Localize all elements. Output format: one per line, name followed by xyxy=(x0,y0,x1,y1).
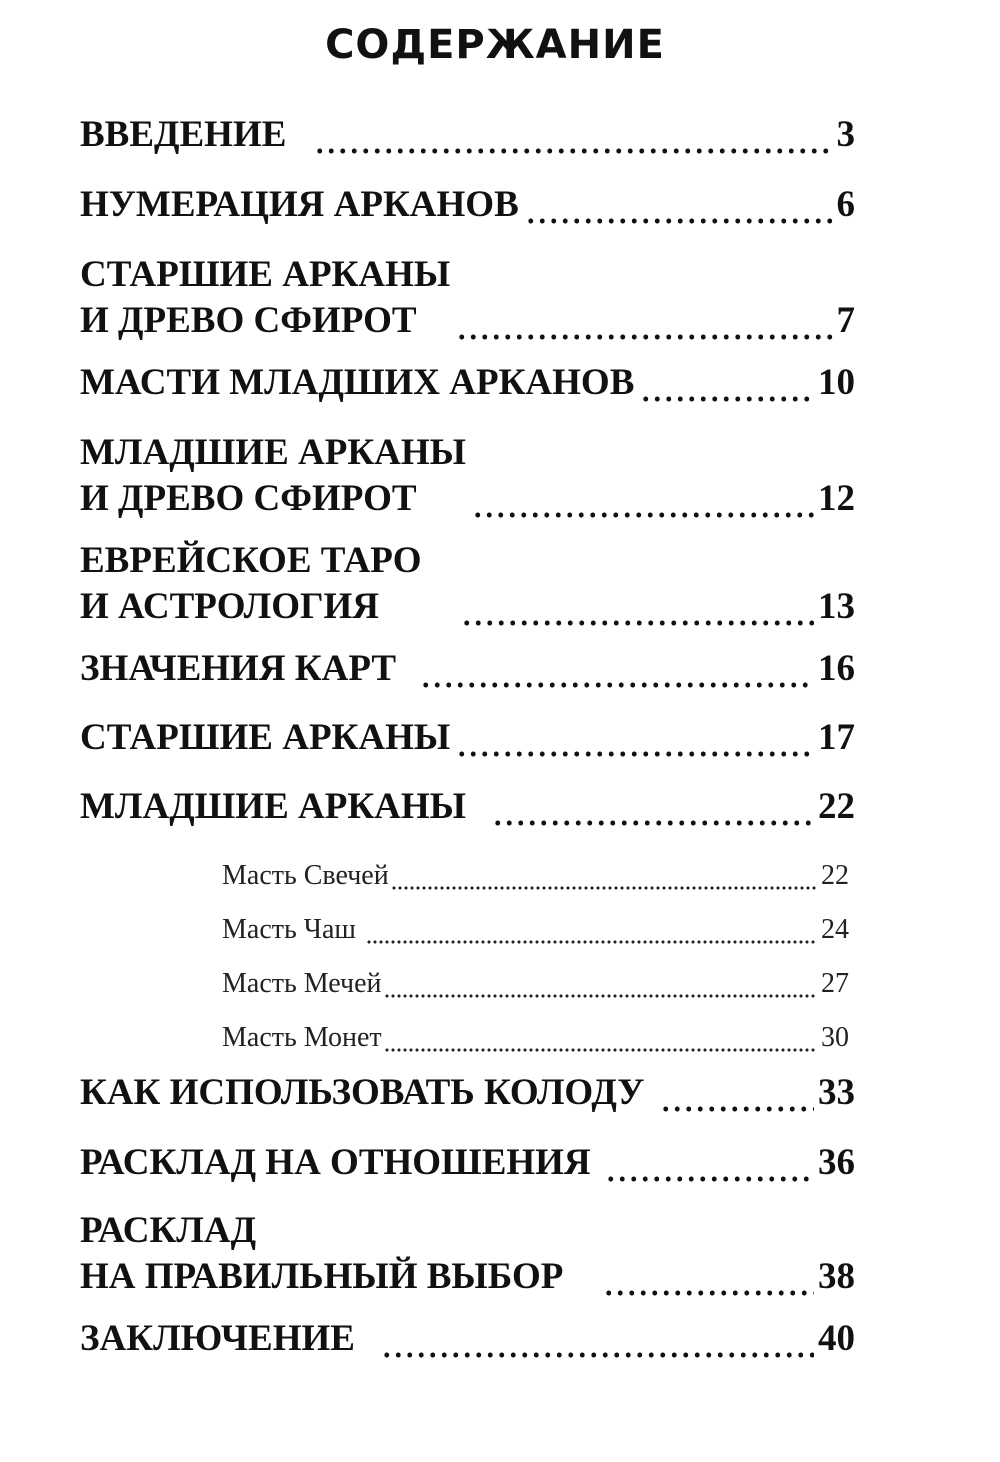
toc-subentry-label: Масть Чаш xyxy=(222,914,356,945)
toc-page-number: 13 xyxy=(818,586,855,627)
toc-subentry-label: Масть Мечей xyxy=(222,968,382,999)
dot-leader xyxy=(605,1140,814,1186)
toc-entry-how-to-use-deck[interactable] xyxy=(80,1070,855,1116)
toc-entry-label: СТАРШИЕ АРКАНЫ xyxy=(80,717,451,758)
toc-entry-label: МЛАДШИЕ АРКАНЫ xyxy=(80,786,466,827)
toc-entry-label-line-1: МЛАДШИЕ АРКАНЫ xyxy=(80,432,466,473)
toc-subentry-cups[interactable] xyxy=(222,912,849,948)
toc-entry-arcana-numbering[interactable] xyxy=(80,182,855,228)
toc-entry-label-line-1: РАСКЛАД xyxy=(80,1210,257,1251)
toc-page-number: 22 xyxy=(818,786,855,827)
dot-leader xyxy=(366,912,817,948)
toc-entry-major-arcana[interactable] xyxy=(80,715,855,761)
toc-subentry-candles[interactable] xyxy=(222,858,849,894)
toc-subentry-swords[interactable] xyxy=(222,966,849,1002)
toc-page-number: 27 xyxy=(821,968,849,999)
toc-subentry-coins[interactable] xyxy=(222,1020,849,1056)
toc-entry-label: ЗАКЛЮЧЕНИЕ xyxy=(80,1318,355,1359)
toc-subentry-label: Масть Монет xyxy=(222,1022,382,1053)
toc-page-number: 36 xyxy=(818,1142,855,1183)
page-title: СОДЕРЖАНИЕ xyxy=(325,22,665,68)
toc-entry-jewish-tarot-astrology[interactable] xyxy=(80,538,855,630)
toc-entry-label: РАСКЛАД НА ОТНОШЕНИЯ xyxy=(80,1142,591,1183)
toc-entry-label-line-2: И ДРЕВО СФИРОТ xyxy=(80,478,417,519)
toc-page-number: 17 xyxy=(818,717,855,758)
toc-entry-minor-suits[interactable] xyxy=(80,360,855,406)
toc-entry-label: ЗНАЧЕНИЯ КАРТ xyxy=(80,648,397,689)
toc-entry-minor-arcana[interactable] xyxy=(80,784,855,830)
toc-page-number: 30 xyxy=(821,1022,849,1053)
toc-entry-label: МАСТИ МЛАДШИХ АРКАНОВ xyxy=(80,362,635,403)
toc-page-number: 22 xyxy=(821,860,849,891)
toc-page-number: 3 xyxy=(836,114,855,155)
dot-leader xyxy=(472,476,814,522)
toc-page-number: 10 xyxy=(818,362,855,403)
dot-leader xyxy=(492,784,814,830)
dot-leader xyxy=(314,112,832,158)
toc-entry-label-line-2: НА ПРАВИЛЬНЫЙ ВЫБОР xyxy=(80,1256,564,1297)
toc-page-number: 16 xyxy=(818,648,855,689)
toc-entry-right-choice-spread[interactable] xyxy=(80,1208,855,1300)
toc-entry-minor-arcana-tree[interactable] xyxy=(80,430,855,522)
toc-entry-label: КАК ИСПОЛЬЗОВАТЬ КОЛОДУ xyxy=(80,1072,645,1113)
dot-leader xyxy=(660,1070,814,1116)
toc-entry-introduction[interactable] xyxy=(80,112,855,158)
dot-leader xyxy=(461,584,814,630)
toc-page-number: 40 xyxy=(818,1318,855,1359)
dot-leader xyxy=(391,858,817,894)
dot-leader xyxy=(384,1020,817,1056)
toc-page-number: 6 xyxy=(836,184,855,225)
dot-leader xyxy=(456,715,814,761)
toc-entry-label-line-2: И АСТРОЛОГИЯ xyxy=(80,586,380,627)
toc-entry-label: ВВЕДЕНИЕ xyxy=(80,114,287,155)
dot-leader xyxy=(381,1316,814,1362)
dot-leader xyxy=(525,182,833,228)
toc-entry-major-arcana-tree[interactable] xyxy=(80,252,855,344)
toc-entry-label-line-1: ЕВРЕЙСКОЕ ТАРО xyxy=(80,540,422,581)
toc-entry-card-meanings[interactable] xyxy=(80,646,855,692)
toc-entry-label: НУМЕРАЦИЯ АРКАНОВ xyxy=(80,184,519,225)
dot-leader xyxy=(420,646,814,692)
toc-subentry-label: Масть Свечей xyxy=(222,860,389,891)
dot-leader xyxy=(384,966,817,1002)
toc-entry-conclusion[interactable] xyxy=(80,1316,855,1362)
dot-leader xyxy=(640,360,814,406)
toc-entry-label-line-1: СТАРШИЕ АРКАНЫ xyxy=(80,254,451,295)
toc-page-number: 38 xyxy=(818,1256,855,1297)
toc-page-number: 24 xyxy=(821,914,849,945)
toc-page-number: 7 xyxy=(836,300,855,341)
toc-page-number: 33 xyxy=(818,1072,855,1113)
toc-entry-label-line-2: И ДРЕВО СФИРОТ xyxy=(80,300,417,341)
toc-page-number: 12 xyxy=(818,478,855,519)
dot-leader xyxy=(603,1254,814,1300)
dot-leader xyxy=(456,298,832,344)
toc-entry-relationship-spread[interactable] xyxy=(80,1140,855,1186)
